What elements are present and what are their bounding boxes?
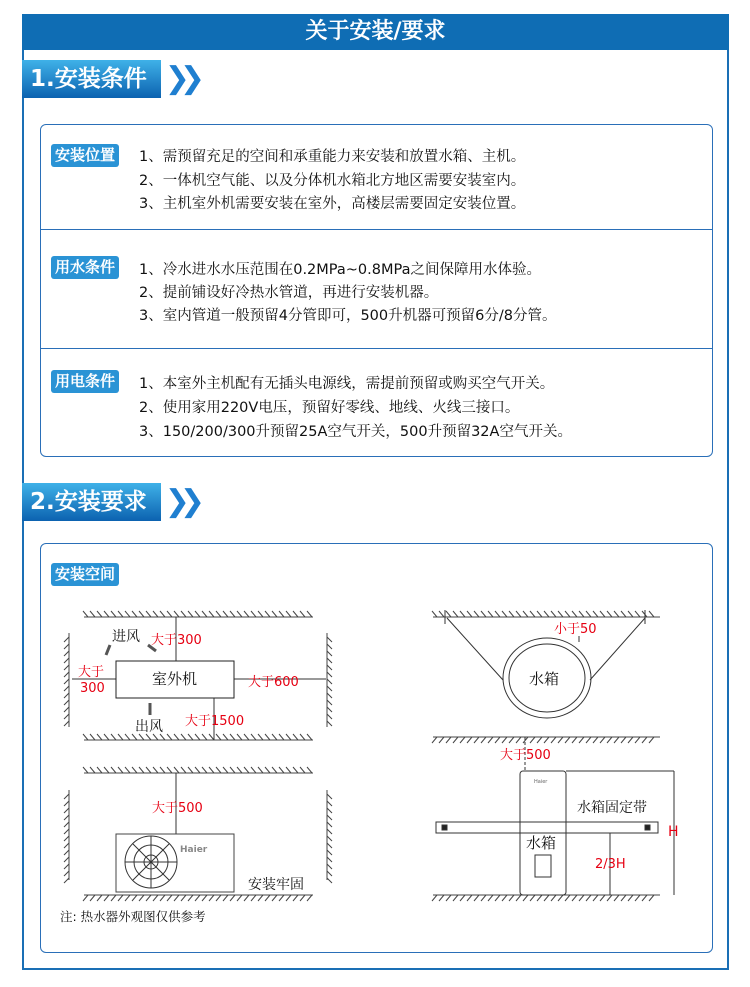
tag-electric: 用电条件 [51,370,119,393]
label-tank: 水箱 [526,834,557,852]
wall [432,611,660,617]
section-heading: 2.安装要求 [22,483,161,521]
label-gap: 小于50 [554,622,597,637]
wall [83,895,313,901]
wall [64,790,69,883]
label-strap: 水箱固定带 [577,800,647,816]
label-intake: 进风 [112,629,140,645]
footnote: 注: 热水器外观图仅供参考 [60,909,206,924]
label-top-clearance: 大于300 [151,633,202,648]
wall [432,737,660,743]
text-line: 3、主机室外机需要安装在室外，高楼层需要固定安装位置。 [139,196,526,212]
text-line: 1、冷水进水水压范围在0.2MPa~0.8MPa之间保障用水体验。 [139,262,541,278]
label-height: H [668,824,679,840]
page-title: 关于安装/要求 [22,14,729,50]
label-tank: 水箱 [529,670,560,688]
outdoor-unit-top-diagram [72,617,326,740]
label-two-thirds-height: 2/3H [595,857,626,872]
wall [64,633,69,727]
fan-icon [125,836,177,888]
text-line: 3、150/200/300升预留25A空气开关，500升预留32A空气开关。 [139,424,572,440]
label-outdoor-unit: 室外机 [152,670,198,688]
tag-location: 安装位置 [51,144,119,167]
section-heading: 1.安装条件 [22,60,161,98]
tag-space: 安装空间 [51,563,119,586]
text-line: 1、需预留充足的空间和承重能力来安装和放置水箱、主机。 [139,149,526,165]
chevron-right-icon: ❯❯ [164,484,196,519]
label-left-clearance-value: 300 [80,681,105,696]
label-bottom-clearance: 大于1500 [185,714,245,729]
tag-water: 用水条件 [51,256,119,279]
arrow-icon [106,645,156,655]
wall [83,734,313,740]
text-line: 2、使用家用220V电压，预留好零线、地线、火线三接口。 [139,400,520,416]
text-line: 3、室内管道一般预留4分管即可，500升机器可预留6分/8分管。 [139,308,557,324]
tank-strap [436,822,658,833]
label-outlet: 出风 [135,719,163,735]
brand-logo: Haier [534,779,548,785]
wall [327,633,332,727]
outdoor-unit-front-diagram [116,773,304,893]
label-secure: 安装牢固 [248,877,304,893]
wall [327,790,332,883]
tank-front-diagram [436,737,679,895]
label-left-clearance: 大于 [78,665,105,680]
text-line: 1、本室外主机配有无插头电源线，需提前预留或购买空气开关。 [139,376,555,392]
text-line: 2、提前铺设好冷热水管道，再进行安装机器。 [139,285,439,301]
wall [83,611,313,617]
wall [432,895,660,901]
brand-logo: Haier [180,845,208,855]
wall-hatches [64,611,660,901]
label-tank-clearance: 大于500 [500,748,551,763]
label-right-clearance: 大于600 [248,675,299,690]
tank-panel [535,855,551,877]
chevron-right-icon: ❯❯ [164,61,196,96]
label-front-clearance: 大于500 [152,801,203,816]
wall [83,767,313,773]
text-line: 2、一体机空气能、以及分体机水箱北方地区需要安装室内。 [139,173,526,189]
tank-top-diagram [445,610,645,718]
